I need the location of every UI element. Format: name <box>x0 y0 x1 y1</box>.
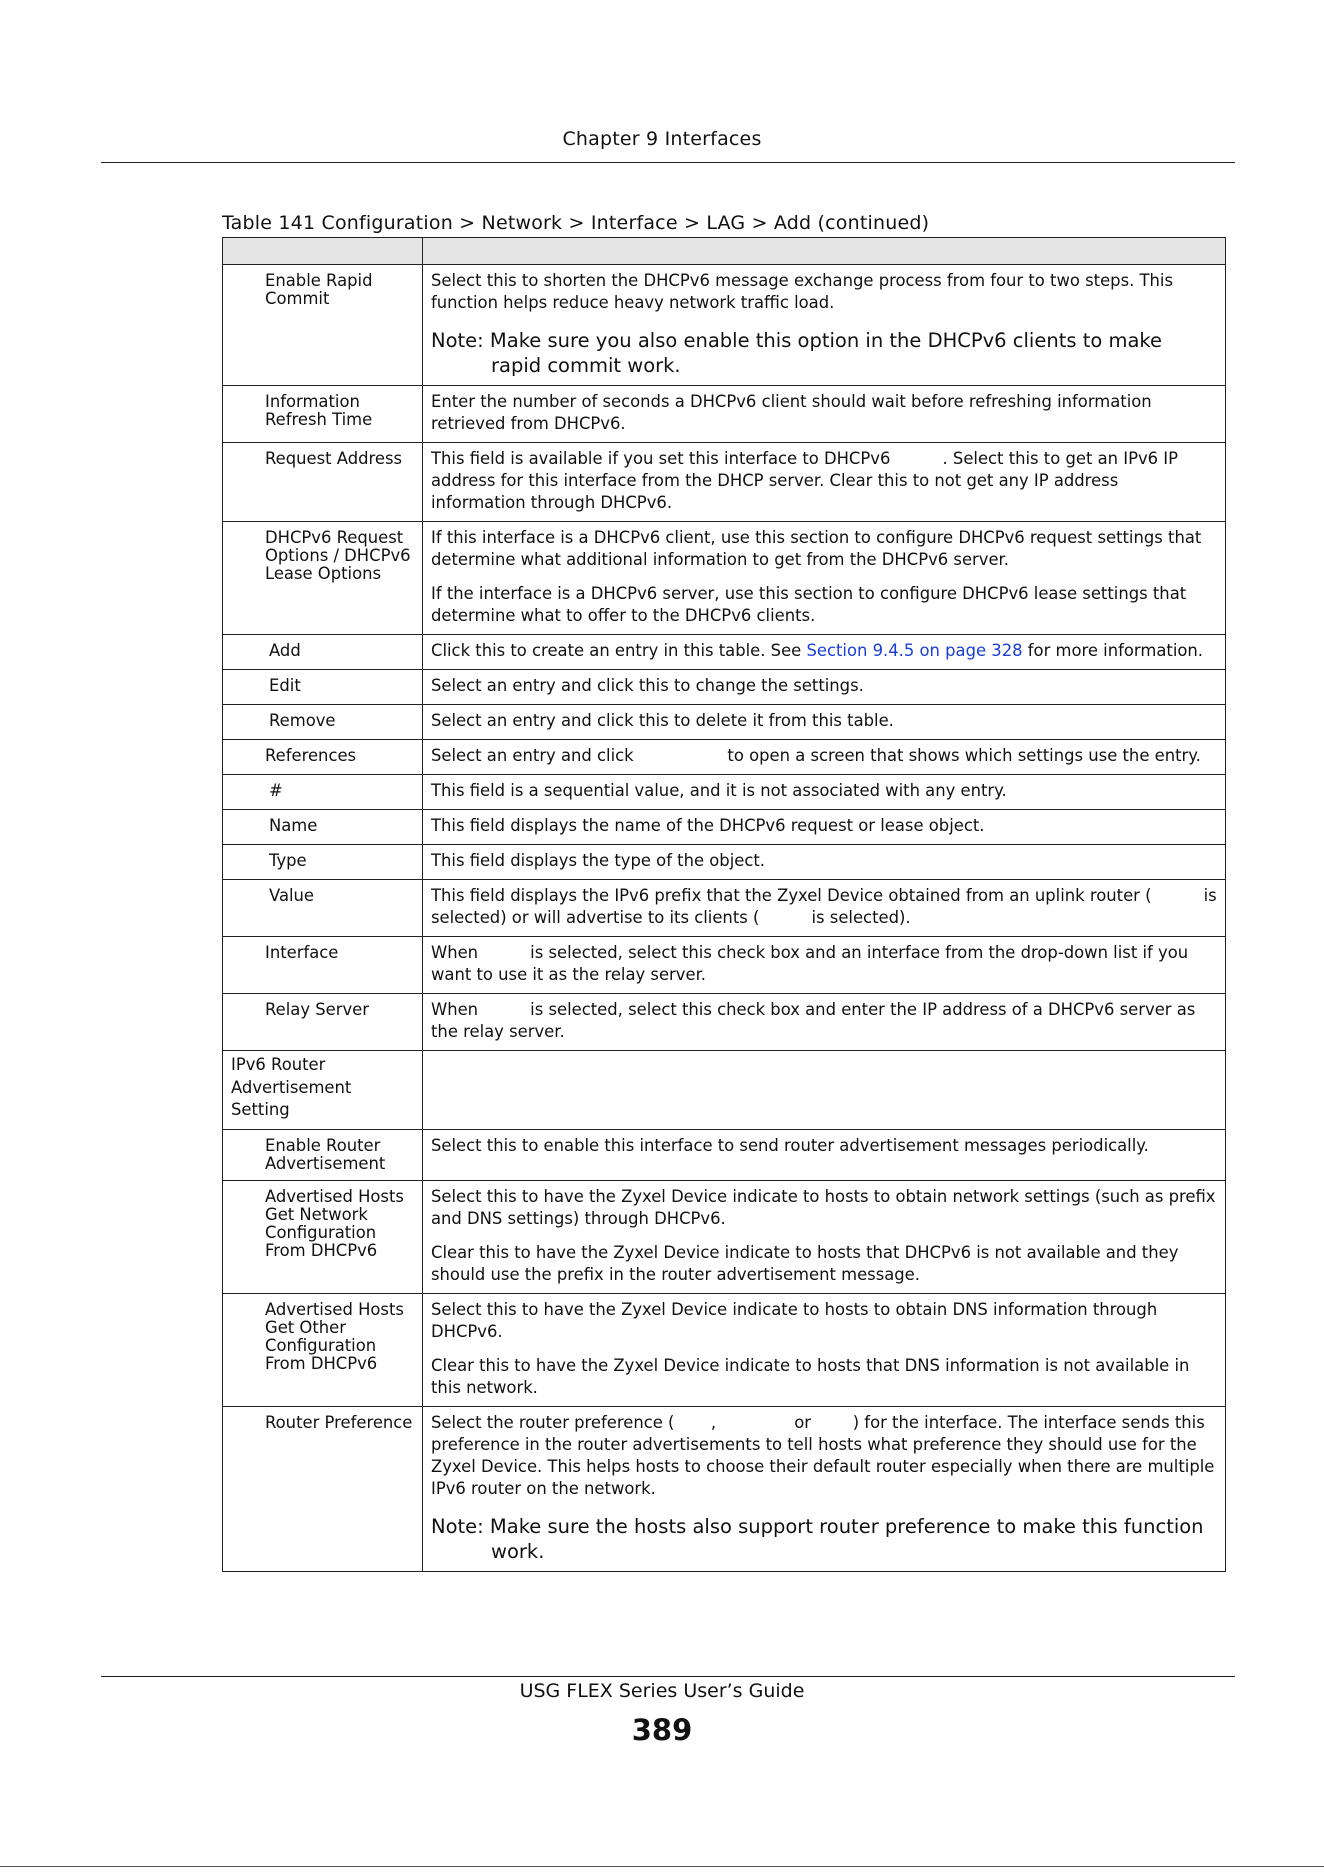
field-label: Information Refresh Time <box>223 386 423 443</box>
chapter-title: Chapter 9 Interfaces <box>562 128 762 150</box>
field-label: Edit <box>223 670 423 705</box>
description-paragraph: Clear this to have the Zyxel Device indicate to hosts that DNS information is not available in this network. <box>431 1355 1195 1397</box>
field-description <box>423 386 1226 443</box>
table-row <box>223 265 1226 386</box>
description-paragraph: Select this to shorten the DHCPv6 message exchange process from four to two steps. This function helps reduce heavy network traffic load. <box>431 271 1179 312</box>
field-label: DHCPv6 Request Options / DHCPv6 Lease Options <box>223 522 423 635</box>
table-row <box>223 1406 1226 1571</box>
table-row <box>223 1293 1226 1406</box>
table-row <box>223 635 1226 670</box>
description-paragraph: When is selected, select this check box and an interface from the drop-down list if you want to use it as the relay server. <box>431 943 1194 984</box>
field-label: Advertised Hosts Get Other Configuration From DHCPv6 <box>223 1293 423 1406</box>
description-paragraph: Select an entry and click to open a screen that shows which settings use the entry. <box>431 746 1201 765</box>
table-header-cell-label <box>223 238 423 265</box>
field-label: Enable Rapid Commit <box>223 265 423 386</box>
table-row <box>223 705 1226 740</box>
table-row <box>223 443 1226 522</box>
field-label: Request Address <box>223 443 423 522</box>
table-header-cell-description <box>423 238 1226 265</box>
field-description <box>423 810 1226 845</box>
note-text: Note: Make sure the hosts also support router preference to make this function work. <box>431 1514 1204 1563</box>
description-paragraph: If the interface is a DHCPv6 server, use this section to configure DHCPv6 lease settings that determine what to offer to the DHCPv6 clients. <box>431 584 1192 625</box>
field-label: Relay Server <box>223 994 423 1051</box>
field-label: Type <box>223 845 423 880</box>
field-label: Enable Router Advertisement <box>223 1129 423 1180</box>
field-description <box>423 1293 1226 1406</box>
table-row <box>223 1180 1226 1293</box>
field-label: # <box>223 775 423 810</box>
table-row <box>223 1051 1226 1130</box>
field-description <box>423 845 1226 880</box>
field-label: Router Preference <box>223 1406 423 1571</box>
field-label: Remove <box>223 705 423 740</box>
table-row <box>223 845 1226 880</box>
description-paragraph: Select this to have the Zyxel Device indicate to hosts to obtain network settings (such as prefix and DNS settings) through DHCPv6. <box>431 1186 1221 1228</box>
description-paragraph: When is selected, select this check box and enter the IP address of a DHCPv6 server as the relay server. <box>431 1000 1201 1041</box>
field-label: Name <box>223 810 423 845</box>
description-paragraph: This field displays the IPv6 prefix that the Zyxel Device obtained from an uplink router ( is selected) or will advertise to its clients ( is selected). <box>431 886 1222 927</box>
description-text: for more information. <box>1022 641 1203 660</box>
field-label: Advertised Hosts Get Network Configuration From DHCPv6 <box>223 1180 423 1293</box>
description-paragraph: Select this to have the Zyxel Device indicate to hosts to obtain DNS information through DHCPv6. <box>431 1299 1163 1341</box>
table-row <box>223 522 1226 635</box>
description-paragraph: Clear this to have the Zyxel Device indicate to hosts that DHCPv6 is not available and they should use the prefix in the router advertisement message. <box>431 1242 1184 1284</box>
field-description <box>423 670 1226 705</box>
field-label: Interface <box>223 937 423 994</box>
field-label: References <box>223 740 423 775</box>
field-description <box>423 443 1226 522</box>
field-description <box>423 937 1226 994</box>
table-caption: Table 141 Configuration > Network > Interface > LAG > Add (continued) <box>222 212 930 234</box>
description-paragraph: If this interface is a DHCPv6 client, use this section to configure DHCPv6 request settings that determine what additional information to get from the DHCPv6 server. <box>431 528 1207 569</box>
page-bottom-divider <box>0 1866 1324 1867</box>
field-description <box>423 1180 1226 1293</box>
field-description <box>423 1051 1226 1130</box>
field-description <box>423 880 1226 937</box>
field-description <box>423 1406 1226 1571</box>
description-paragraph: This field displays the name of the DHCPv6 request or lease object. <box>431 816 985 835</box>
table-body <box>223 238 1226 1572</box>
section-heading: IPv6 Router Advertisement Setting <box>223 1051 423 1130</box>
description-paragraph: Select an entry and click this to change the settings. <box>431 676 864 695</box>
field-description <box>423 740 1226 775</box>
table-row <box>223 937 1226 994</box>
table-header-row <box>223 238 1226 265</box>
description-paragraph: Enter the number of seconds a DHCPv6 client should wait before refreshing information retrieved from DHCPv6. <box>431 392 1157 433</box>
field-description <box>423 522 1226 635</box>
table-row <box>223 386 1226 443</box>
cross-reference-link[interactable]: Section 9.4.5 on page 328 <box>806 641 1023 660</box>
guide-title: USG FLEX Series User’s Guide <box>519 1680 805 1702</box>
table-row <box>223 670 1226 705</box>
note-text: Note: Make sure you also enable this option in the DHCPv6 clients to make rapid commit work. <box>431 329 1163 377</box>
description-paragraph: Select the router preference ( , or ) for the interface. The interface sends this preference in the router advertisements to tell hosts what preference they should use for the Zyxel Device. This helps hosts to choose their default router especially when there are multiple IPv6 router on the network. <box>431 1412 1220 1498</box>
field-description <box>423 265 1226 386</box>
description-text: Click this to create an entry in this table. See <box>431 641 807 660</box>
table-row <box>223 740 1226 775</box>
field-label: Value <box>223 880 423 937</box>
description-paragraph: This field is a sequential value, and it is not associated with any entry. <box>431 781 1007 800</box>
field-description-table <box>222 237 1226 1572</box>
table-row <box>223 1129 1226 1180</box>
page-number: 389 <box>631 1713 693 1747</box>
table-row <box>223 880 1226 937</box>
field-description <box>423 775 1226 810</box>
field-description <box>423 705 1226 740</box>
table-row <box>223 810 1226 845</box>
description-paragraph: This field displays the type of the object. <box>431 851 765 870</box>
description-paragraph: Select this to enable this interface to send router advertisement messages periodically. <box>431 1135 1149 1155</box>
table-row <box>223 775 1226 810</box>
header-divider <box>101 162 1235 163</box>
description-paragraph: This field is available if you set this interface to DHCPv6 . Select this to get an IPv6 IP address for this interface from the DHCP server. Clear this to not get any IP address information through DHCPv6. <box>431 449 1184 512</box>
table-row <box>223 994 1226 1051</box>
field-description <box>423 1129 1226 1180</box>
field-description <box>423 635 1226 670</box>
footer-divider <box>101 1676 1235 1677</box>
description-paragraph: Select an entry and click this to delete it from this table. <box>431 711 894 730</box>
description-paragraph <box>431 640 1217 662</box>
field-description <box>423 994 1226 1051</box>
field-label: Add <box>223 635 423 670</box>
